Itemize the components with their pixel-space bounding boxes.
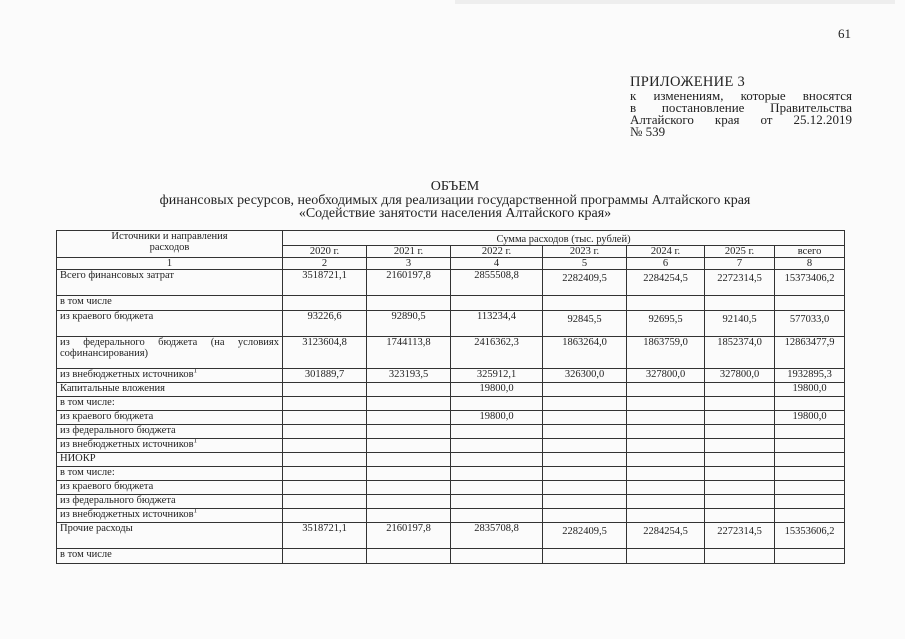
column-number: 1: [57, 258, 283, 270]
value-cell: [775, 453, 845, 467]
value-cell: 3123604,8: [283, 337, 367, 369]
appendix-line: к изменениям, которые вносятся: [630, 88, 852, 103]
table-row: [57, 270, 845, 296]
value-cell: 93226,6: [283, 311, 367, 337]
table-row: [57, 439, 845, 453]
row-label-text: из краевого бюджета: [60, 481, 154, 492]
value-cell: [627, 383, 705, 397]
value-cell: [705, 467, 775, 481]
table-row: [57, 369, 845, 383]
value-cell: [705, 397, 775, 411]
row-label: [57, 337, 283, 369]
row-label-text: в том числе: [60, 296, 112, 307]
row-label: [57, 509, 283, 523]
footnote-mark: 1: [193, 508, 198, 515]
value-cell: [627, 439, 705, 453]
value-cell: [367, 509, 451, 523]
value-cell: 325912,1: [451, 369, 543, 383]
value-cell: 2284254,5: [627, 270, 705, 296]
scan-top-shadow: [455, 0, 895, 4]
value-cell: [627, 296, 705, 311]
value-cell: [283, 467, 367, 481]
row-label: [57, 481, 283, 495]
row-label-text: из краевого бюджета: [60, 311, 154, 322]
value-cell: [775, 495, 845, 509]
value-cell: [451, 397, 543, 411]
value-cell: [283, 296, 367, 311]
row-label-text: в том числе:: [60, 397, 115, 408]
value-cell: [775, 439, 845, 453]
column-number: 3: [367, 258, 451, 270]
value-cell: [367, 397, 451, 411]
value-cell: [705, 509, 775, 523]
row-label-text: Прочие расходы: [60, 523, 133, 534]
value-cell: [367, 383, 451, 397]
table-row: [57, 425, 845, 439]
value-cell: 19800,0: [775, 383, 845, 397]
value-cell: [627, 453, 705, 467]
value-cell: [451, 453, 543, 467]
value-cell: [283, 495, 367, 509]
header-source-line: расходов: [149, 242, 190, 253]
row-label-text: из внебюджетных источников: [60, 369, 194, 380]
value-cell: [283, 439, 367, 453]
value-cell: 1932895,3: [775, 369, 845, 383]
row-label: [57, 467, 283, 481]
header-sum: Сумма расходов (тыс. рублей): [283, 231, 845, 246]
value-cell: [367, 495, 451, 509]
value-cell: [705, 411, 775, 425]
row-label: [57, 296, 283, 311]
column-number: 6: [627, 258, 705, 270]
column-number: 8: [775, 258, 845, 270]
table-row: [57, 453, 845, 467]
row-label: [57, 397, 283, 411]
value-cell: 19800,0: [451, 411, 543, 425]
table-row: [57, 467, 845, 481]
value-cell: [451, 439, 543, 453]
value-cell: 1852374,0: [705, 337, 775, 369]
value-cell: [775, 509, 845, 523]
finance-table: [56, 230, 845, 564]
table-row: [57, 495, 845, 509]
document-title: [110, 180, 800, 221]
row-label: [57, 549, 283, 564]
value-cell: 327800,0: [627, 369, 705, 383]
appendix-line: Алтайского края от 25.12.2019: [630, 112, 852, 127]
value-cell: [627, 425, 705, 439]
value-cell: [451, 509, 543, 523]
value-cell: [367, 549, 451, 564]
value-cell: [627, 481, 705, 495]
value-cell: [775, 467, 845, 481]
value-cell: 301889,7: [283, 369, 367, 383]
value-cell: [283, 481, 367, 495]
value-cell: [283, 397, 367, 411]
value-cell: [627, 411, 705, 425]
value-cell: 2282409,5: [543, 270, 627, 296]
value-cell: 12863477,9: [775, 337, 845, 369]
row-label: [57, 311, 283, 337]
value-cell: [367, 296, 451, 311]
value-cell: [451, 467, 543, 481]
page-number: 61: [838, 26, 851, 41]
value-cell: [543, 397, 627, 411]
row-label-text: из краевого бюджета: [60, 411, 154, 422]
value-cell: [367, 411, 451, 425]
appendix-line: № 539: [630, 124, 666, 139]
value-cell: [627, 495, 705, 509]
value-cell: 1863759,0: [627, 337, 705, 369]
value-cell: [543, 296, 627, 311]
table-row: [57, 296, 845, 311]
value-cell: [543, 411, 627, 425]
header-source-line: Источники и направления: [111, 231, 228, 242]
value-cell: [627, 397, 705, 411]
value-cell: [705, 296, 775, 311]
row-label: [57, 411, 283, 425]
header-year: 2022 г.: [451, 246, 543, 258]
row-label-text: из федерального бюджета (на условиях софинансирования): [60, 337, 279, 359]
header-year: 2025 г.: [705, 246, 775, 258]
table-row: [57, 549, 845, 564]
value-cell: 3518721,1: [283, 270, 367, 296]
row-label: [57, 369, 283, 383]
row-label-text: в том числе: [60, 549, 112, 560]
value-cell: [775, 397, 845, 411]
value-cell: 92890,5: [367, 311, 451, 337]
value-cell: 2282409,5: [543, 523, 627, 549]
value-cell: [367, 425, 451, 439]
value-cell: 3518721,1: [283, 523, 367, 549]
table-row: [57, 509, 845, 523]
value-cell: [627, 467, 705, 481]
row-label: [57, 270, 283, 296]
row-label: [57, 523, 283, 549]
header-source: [57, 231, 283, 258]
table-row: [57, 337, 845, 369]
value-cell: [705, 425, 775, 439]
value-cell: [775, 425, 845, 439]
value-cell: [543, 425, 627, 439]
column-number: 2: [283, 258, 367, 270]
row-label-text: Всего финансовых затрат: [60, 270, 174, 281]
value-cell: [283, 411, 367, 425]
value-cell: 2855508,8: [451, 270, 543, 296]
value-cell: [705, 383, 775, 397]
value-cell: [451, 549, 543, 564]
table-row: [57, 311, 845, 337]
value-cell: 92140,5: [705, 311, 775, 337]
row-label: [57, 453, 283, 467]
value-cell: 19800,0: [775, 411, 845, 425]
value-cell: [543, 439, 627, 453]
value-cell: 15373406,2: [775, 270, 845, 296]
header-year: 2024 г.: [627, 246, 705, 258]
value-cell: [705, 453, 775, 467]
appendix-heading: ПРИЛОЖЕНИЕ 3: [630, 74, 746, 90]
column-number: 5: [543, 258, 627, 270]
row-label: [57, 425, 283, 439]
appendix-line: в постановление Правительства: [630, 100, 852, 115]
table-row: [57, 523, 845, 549]
value-cell: [543, 549, 627, 564]
value-cell: [543, 495, 627, 509]
value-cell: [283, 453, 367, 467]
row-label: [57, 383, 283, 397]
value-cell: 327800,0: [705, 369, 775, 383]
value-cell: 92845,5: [543, 311, 627, 337]
value-cell: 326300,0: [543, 369, 627, 383]
table-row: [57, 481, 845, 495]
value-cell: [451, 296, 543, 311]
row-label: [57, 495, 283, 509]
table-row: [57, 411, 845, 425]
value-cell: 19800,0: [451, 383, 543, 397]
header-year: 2021 г.: [367, 246, 451, 258]
value-cell: 1863264,0: [543, 337, 627, 369]
value-cell: [627, 509, 705, 523]
value-cell: [451, 481, 543, 495]
row-label: [57, 439, 283, 453]
value-cell: 2160197,8: [367, 523, 451, 549]
value-cell: 2284254,5: [627, 523, 705, 549]
value-cell: 2416362,3: [451, 337, 543, 369]
title-line: ОБЪЕМ: [430, 179, 480, 194]
header-year: всего: [775, 246, 845, 258]
row-label-text: из внебюджетных источников: [60, 439, 194, 450]
value-cell: [451, 495, 543, 509]
value-cell: 15353606,2: [775, 523, 845, 549]
value-cell: [543, 481, 627, 495]
footnote-mark: 1: [193, 368, 198, 375]
value-cell: [367, 439, 451, 453]
row-label-text: из федерального бюджета: [60, 495, 176, 506]
column-number: 7: [705, 258, 775, 270]
column-number: 4: [451, 258, 543, 270]
value-cell: [367, 467, 451, 481]
value-cell: [543, 453, 627, 467]
value-cell: [283, 425, 367, 439]
value-cell: [367, 481, 451, 495]
value-cell: 2835708,8: [451, 523, 543, 549]
appendix-block: [630, 74, 852, 138]
value-cell: [775, 296, 845, 311]
value-cell: 577033,0: [775, 311, 845, 337]
table-row: [57, 383, 845, 397]
value-cell: [705, 481, 775, 495]
value-cell: 92695,5: [627, 311, 705, 337]
value-cell: [775, 481, 845, 495]
value-cell: 1744113,8: [367, 337, 451, 369]
value-cell: 2272314,5: [705, 270, 775, 296]
value-cell: [283, 383, 367, 397]
value-cell: [627, 549, 705, 564]
row-label-text: Капитальные вложения: [60, 383, 165, 394]
value-cell: 2160197,8: [367, 270, 451, 296]
row-label-text: НИОКР: [60, 453, 96, 464]
header-year: 2020 г.: [283, 246, 367, 258]
footnote-mark: 1: [193, 438, 198, 445]
value-cell: 113234,4: [451, 311, 543, 337]
table-row: [57, 397, 845, 411]
value-cell: [705, 439, 775, 453]
value-cell: [705, 549, 775, 564]
value-cell: [775, 549, 845, 564]
value-cell: [451, 425, 543, 439]
value-cell: [543, 467, 627, 481]
value-cell: [283, 549, 367, 564]
value-cell: [543, 509, 627, 523]
value-cell: [283, 509, 367, 523]
row-label-text: из внебюджетных источников: [60, 509, 194, 520]
value-cell: [705, 495, 775, 509]
row-label-text: из федерального бюджета: [60, 425, 176, 436]
title-line: финансовых ресурсов, необходимых для реализации государственной программы Алтайского края: [159, 192, 751, 208]
value-cell: [543, 383, 627, 397]
row-label-text: в том числе:: [60, 467, 115, 478]
title-line: «Содействие занятости населения Алтайского края»: [298, 206, 612, 221]
header-year: 2023 г.: [543, 246, 627, 258]
value-cell: 323193,5: [367, 369, 451, 383]
value-cell: [367, 453, 451, 467]
value-cell: 2272314,5: [705, 523, 775, 549]
